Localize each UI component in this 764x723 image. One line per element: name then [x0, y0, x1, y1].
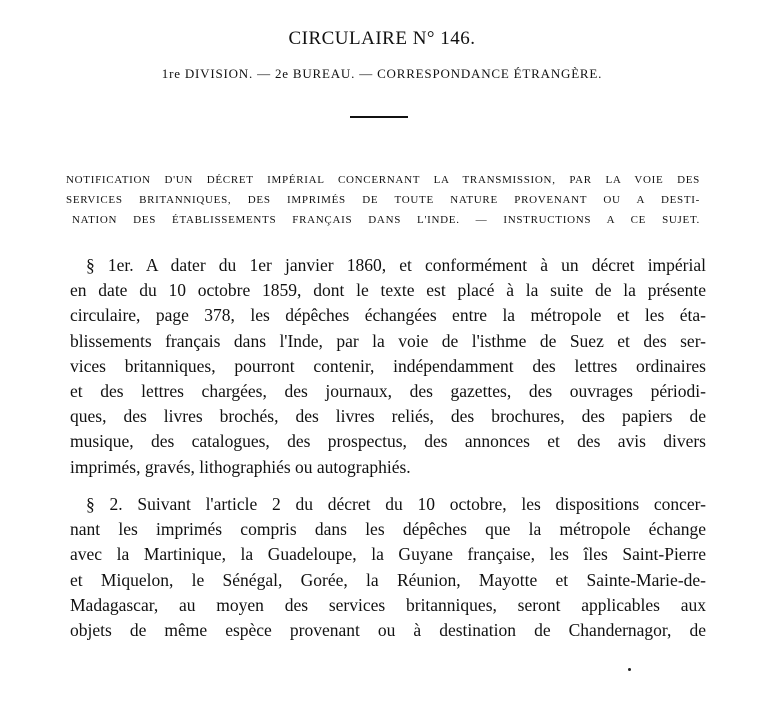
paragraph-line: avec la Martinique, la Guadeloupe, la Guyane française, les îles Saint-Pierre [70, 544, 706, 565]
paragraph-line: imprimés, gravés, lithographiés ou autographiés. [70, 456, 411, 477]
notification-line: NATION DES ÉTABLISSEMENTS FRANÇAIS DANS L'INDE. — INSTRUCTIONS A CE SUJET. [72, 214, 700, 226]
paragraph-line: musique, des catalogues, des prospectus, des annonces et des avis divers [70, 431, 706, 452]
notification-heading [66, 170, 700, 230]
paragraph-line: vices britanniques, pourront contenir, indépendamment des lettres ordinaires [70, 355, 706, 376]
paragraph-line: ques, des livres brochés, des livres reliés, des brochures, des papiers de [70, 406, 706, 427]
division-subtitle: 1re DIVISION. — 2e BUREAU. — CORRESPONDANCE ÉTRANGÈRE. [161, 66, 603, 81]
paragraph-line: objets de même espèce provenant ou à destination de Chandernagor, de [70, 620, 706, 641]
paragraph-1 [70, 253, 706, 480]
paragraph-line: et des lettres chargées, des journaux, des gazettes, des ouvrages périodi- [70, 381, 706, 402]
paragraph-line: blissements français dans l'Inde, par la voie de l'isthme de Suez et des ser- [70, 330, 706, 351]
ink-speck [628, 668, 631, 671]
separator-rule [350, 116, 408, 118]
notification-line: NOTIFICATION D'UN DÉCRET IMPÉRIAL CONCERNANT LA TRANSMISSION, PAR LA VOIE DES [66, 174, 700, 186]
paragraph-line: et Miquelon, le Sénégal, Gorée, la Réunion, Mayotte et Sainte-Marie-de- [70, 569, 706, 590]
notification-line: SERVICES BRITANNIQUES, DES IMPRIMÉS DE TOUTE NATURE PROVENANT OU A DESTI- [66, 194, 700, 206]
paragraph-2 [70, 492, 706, 643]
paragraph-line: en date du 10 octobre 1859, dont le texte est placé à la suite de la présente [70, 280, 706, 301]
paragraph-line: Madagascar, au moyen des services britanniques, seront applicables aux [70, 594, 706, 615]
paragraph-line: § 1er. A dater du 1er janvier 1860, et conformément à un décret impérial [86, 255, 706, 275]
paragraph-line: § 2. Suivant l'article 2 du décret du 10 octobre, les dispositions concer- [86, 494, 706, 514]
paragraph-line: circulaire, page 378, les dépêches échangées entre la métropole et les éta- [70, 305, 706, 326]
paragraph-line: nant les imprimés compris dans les dépêches que la métropole échange [70, 519, 706, 540]
circular-title: CIRCULAIRE N° 146. [288, 28, 476, 49]
